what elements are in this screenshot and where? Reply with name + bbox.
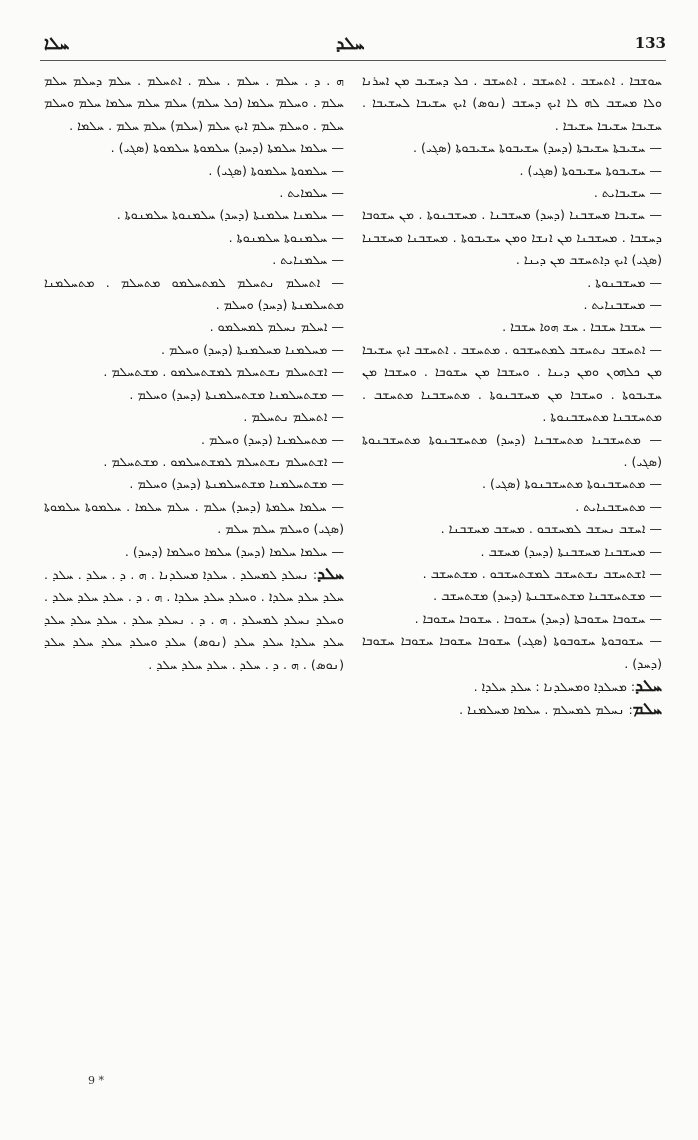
dictionary-entry [44, 473, 344, 495]
entry-headword: ܚܠܕ [635, 675, 662, 695]
entry-text: ܚܘܫܒܐ . ܐܬܚܫܒ . ܐܬܚܫܒ . ܐܬܚܫܒ . ܟܠ ܕܚܫܝܒ ܡܢ ܐܚܪܢܐ ܘܠܐ ܡܚܫܒ ܠܗ ܠܐ ܐܝܟ ܕܚܫܒ (ܢܘܣ) ܐܝܟ ܚܫܝܒܐ ܠܚܫܝܒܐ . ܚܫܝܒܐ ܚܫܝܒܐ ܚܫܝܒܐ . [362, 73, 662, 133]
dictionary-entry [362, 473, 662, 495]
dictionary-entry [44, 249, 344, 271]
entry-text: : ܡܚܠܕܐ ܘܡܚܠܕܢܐ : ܚܠܕ ܚܠܕܐ . [473, 678, 636, 694]
dictionary-entry [362, 630, 662, 675]
entry-text: ܗ . ܕ . ܚܠܡ . ܚܠܡ . ܚܠܡ . ܐܬܚܠܡ . ܚܠܡ ܕܚܠܡ ܚܠܡ ܚܠܡ . ܘܚܠܡ ܚܠܡܐ (ܟܠ ܚܠܡ) ܚܠܡ ܚܠܡ ܚܠܡܐ ܚܠܡ ܘܚܠܡ ܚܠܡ . ܘܚܠܡ ܚܠܡ ܐܝܟ ܚܠܡ (ܚܠܡ) ܚܠܡ ܚܠܡ . ܚܠܡܐ . [44, 73, 344, 133]
entry-headword: ܚܠܕ [317, 563, 344, 583]
entry-text: — ܡܚܫܒܢܘܬܐ . [587, 274, 662, 290]
signature-mark: 9 * [88, 1074, 104, 1087]
entry-text: — ܐܚܫܒ ܢܚܫܒ ܠܡܚܫܒܘ . ܡܚܫܒ ܡܚܫܒܢܐ . [440, 521, 662, 537]
entry-text: — ܐܫܬܚܠܡ ܢܫܬܚܠܡ ܠܡܫܬܚܠܡܘ . ܡܫܬܚܠܡ . [103, 453, 344, 469]
dictionary-entry [362, 182, 662, 204]
entry-text: : ܢܚܠܡ ܠܡܚܠܡ . ܚܠܡܐ ܡܚܠܡܢܐ . [459, 702, 633, 718]
entry-text: — ܚܠܡܐܝܬ . [279, 185, 344, 201]
entry-text: — ܡܚܫܒܢܐ ܡܚܫܒܢܬܐ (ܕܚܕ) ܡܚܫܒ . [480, 543, 662, 559]
dictionary-entry [362, 272, 662, 294]
dictionary-entry [362, 339, 662, 429]
entry-text: — ܚܠܡܢܘܬܐ ܚܠܡܢܘܬܐ . [228, 229, 344, 245]
dictionary-entry [44, 182, 344, 204]
running-header [40, 34, 666, 60]
entry-text: — ܡܬܚܫܒܢܐܝܬ . [575, 498, 662, 514]
entry-text: — ܡܚܫܒܢܐܝܬ . [583, 297, 662, 313]
entry-text: — ܡܫܬܚܠܡܢܐ ܡܫܬܚܠܡܢܬܐ (ܕܚܕ) ܘܚܠܡ . [129, 386, 344, 402]
entry-text: — ܐܬܚܠܡ ܢܬܚܠܡ . [243, 409, 344, 425]
dictionary-entry [44, 137, 344, 159]
dictionary-entry [362, 316, 662, 338]
entry-text: — ܡܬܚܫܒܢܘܬܐ ܡܬܚܫܒܢܘܬܐ (ܣܓܝ) . [482, 476, 662, 492]
dictionary-page [40, 22, 666, 1122]
entry-text: — ܚܫܝܒܐ ܡܚܫܒܢܐ (ܕܚܕ) ܡܚܫܒܢܐ . ܡܚܫܒܢܘܬܐ . ܡܢ ܚܫܘܒܐ ܕܚܫܒܐ . ܡܚܫܒܢܐ ܡܢ ܐܢܫܐ ܘܡܢ ܚܫܝܒܘܬܐ . ܡܚܫܒܢܐ ܡܚܫܒܢܐ (ܣܓܝ) ܐܝܟ ܕܐܬܚܫܒ ܡܢ ܕܝܢܐ . [362, 207, 662, 268]
entry-text: — ܚܠܡܢܐ ܚܠܡܢܬܐ (ܕܚܕ) ܚܠܡܢܘܬܐ ܚܠܡܢܘܬܐ . [116, 207, 344, 223]
entry-text: — ܐܚܠܡ ܢܚܠܡ ܠܡܚܠܡܘ . [209, 319, 344, 335]
dictionary-entry [44, 361, 344, 383]
header-left-catchword: ܚܠܐ [44, 34, 70, 54]
page-number: 133 [634, 34, 666, 52]
dictionary-entry [362, 294, 662, 316]
dictionary-entry [44, 541, 344, 563]
header-center-catchword: ܚܠܕ [336, 34, 365, 54]
right-column [362, 70, 662, 1060]
entry-text: — ܚܠܡܐ ܚܠܡܐ (ܕܚܕ) ܚܠܡܐ ܘܚܠܡܐ (ܕܚܕ) . [124, 543, 344, 559]
dictionary-entry [362, 429, 662, 474]
entry-text: — ܚܠܡܐ ܚܠܡܬܐ (ܕܚܕ) ܚܠܡ . ܚܠܡ ܚܠܡܐ . ܚܠܡܘܬܐ ܚܠܡܘܬܐ (ܣܓܝ) ܘܚܠܡ ܚܠܡ ܚܠܡ . [44, 498, 344, 537]
dictionary-entry [44, 406, 344, 428]
entry-text: — ܚܫܝܒܐܝܬ . [593, 185, 662, 201]
dictionary-entry [362, 698, 662, 721]
entry-text: — ܚܠܡܢܐܝܬ . [272, 252, 344, 268]
dictionary-entry [44, 227, 344, 249]
dictionary-entry [362, 496, 662, 518]
dictionary-entry [44, 563, 344, 676]
dictionary-entry [44, 272, 344, 317]
entry-text: — ܚܫܝܒܬܐ ܚܫܝܒܬܐ (ܕܚܕ) ܚܫܝܒܘܬܐ ܚܫܝܒܘܬܐ (ܣܓܝ) . [412, 140, 662, 156]
entry-text: — ܚܠܡܘܬܐ ܚܠܡܘܬܐ (ܣܓܝ) . [208, 162, 344, 178]
entry-text: — ܡܚܠܡܢܐ ܡܚܠܡܢܬܐ (ܕܚܕ) ܘܚܠܡ . [160, 341, 344, 357]
header-rule [40, 60, 666, 61]
dictionary-entry [44, 339, 344, 361]
dictionary-entry [362, 518, 662, 540]
dictionary-entry [362, 160, 662, 182]
entry-text: — ܐܬܚܠܡ ܢܬܚܠܡ ܠܡܬܚܠܡܘ ܡܬܚܠܡ . ܡܬܚܠܡܢܐ ܡܬܚܠܡܢܬܐ (ܕܚܕ) ܘܚܠܡ . [44, 274, 344, 313]
dictionary-entry [362, 70, 662, 137]
dictionary-entry [44, 316, 344, 338]
entry-headword: ܚܠܡ [632, 699, 662, 719]
dictionary-entry [362, 563, 662, 585]
entry-text: — ܡܫܬܚܫܒܢܐ ܡܫܬܚܫܒܢܬܐ (ܕܚܕ) ܡܫܬܚܫܒ . [433, 588, 662, 604]
dictionary-entry [362, 204, 662, 271]
entry-text: — ܡܫܬܚܠܡܢܐ ܡܫܬܚܠܡܢܬܐ (ܕܚܕ) ܘܚܠܡ . [129, 476, 344, 492]
left-column [44, 70, 344, 1060]
dictionary-entry [362, 137, 662, 159]
dictionary-entry [44, 451, 344, 473]
entry-text: — ܚܫܝܒܘܬܐ ܚܫܝܒܘܬܐ (ܣܓܝ) . [519, 162, 662, 178]
dictionary-entry [44, 496, 344, 541]
entry-text: — ܐܫܬܚܫܒ ܢܫܬܚܫܒ ܠܡܫܬܚܫܒܘ . ܡܫܬܚܫܒ . [422, 565, 662, 581]
dictionary-entry [362, 675, 662, 698]
entry-text: — ܚܫܘܒܐ ܚܫܘܒܬܐ (ܕܚܕ) ܚܫܘܒܐ . ܚܫܘܒܐ ܚܫܘܒܐ . [414, 610, 662, 626]
dictionary-entry [44, 160, 344, 182]
entry-text: : ܢܚܠܕ ܠܡܚܠܕ . ܚܠܕܐ ܡܚܠܕܢܐ . ܗ . ܕ . ܚܠܕ . ܚܠܕ . ܚܠܕ ܚܠܕ ܚܠܕܐ . ܘܚܠܕ ܚܠܕ ܚܠܕܐ . ܗ . ܕ . ܚܠܕ ܚܠܕ ܚܠܕ . ܘܚܠܕ ܢܚܠܕ ܠܡܚܠܕ . ܗ . ܕ . ܢܚܠܕ ܚܠܕ . ܚܠܕ ܚܠܕ ܚܠܕ ܚܠܕ ܚܠܕܐ ܚܠܕ ܚܠܕ (ܢܘܣ) ܚܠܕ ܘܚܠܕ ܚܠܕ ܚܠܕ ܚܠܕ (ܢܘܣ) . ܗ . ܕ . ܚܠܕ . ܚܠܕ ܚܠܕ ܚܠܕ . [44, 566, 344, 672]
entry-text: — ܚܫܘܒܘܬܐ ܚܫܘܒܘܬܐ (ܣܓܝ) ܚܫܘܒܐ ܚܫܘܒܐ ܚܫܘܒܐ ܚܫܘܒܐ (ܕܚܕ) . [362, 633, 662, 671]
entry-text: — ܚܠܡܐ ܚܠܡܬܐ (ܕܚܕ) ܚܠܡܘܬܐ ܚܠܡܘܬܐ (ܣܓܝ) . [110, 140, 344, 156]
entry-text: — ܐܬܚܫܒ ܢܬܚܫܒ ܠܡܬܚܫܒܘ . ܡܬܚܫܒ . ܐܬܚܫܒ ܐܝܟ ܚܫܝܒܐ ܡܢ ܟܠܗܘܢ ܘܡܢ ܕܝܢܐ . ܘܚܫܒܐ ܡܢ ܚܫܘܒܐ . ܘܚܫܒܐ ܡܢ ܚܫܝܒܘܬܐ . ܘܚܫܒܐ ܡܢ ܡܚܫܒܢܘܬܐ . ܡܬܚܫܒܢܐ ܡܬܚܫܒ . ܡܬܚܫܒܢܐ ܡܬܚܫܒܢܘܬܐ . [362, 341, 662, 425]
entry-text: — ܡܬܚܠܡܢܐ (ܕܚܕ) ܘܚܠܡ . [201, 431, 344, 447]
dictionary-entry [44, 70, 344, 137]
dictionary-entry [44, 204, 344, 226]
dictionary-entry [362, 585, 662, 607]
entry-text: — ܐܫܬܚܠܡ ܢܫܬܚܠܡ ܠܡܫܬܚܠܡܘ . ܡܫܬܚܠܡ . [103, 364, 344, 380]
dictionary-entry [362, 608, 662, 630]
dictionary-entry [44, 429, 344, 451]
dictionary-entry [362, 541, 662, 563]
dictionary-entry [44, 384, 344, 406]
entry-text: — ܚܫܒܐ ܚܫܒܐ . ܚܫ ܗܘܐ ܚܫܒܐ . [502, 319, 662, 335]
entry-text: — ܡܬܚܫܒܢܐ ܡܬܚܫܒܢܐ (ܕܚܕ) ܡܬܚܫܒܢܘܬܐ ܡܬܚܫܒܢܘܬܐ (ܣܓܝ) . [362, 431, 662, 469]
